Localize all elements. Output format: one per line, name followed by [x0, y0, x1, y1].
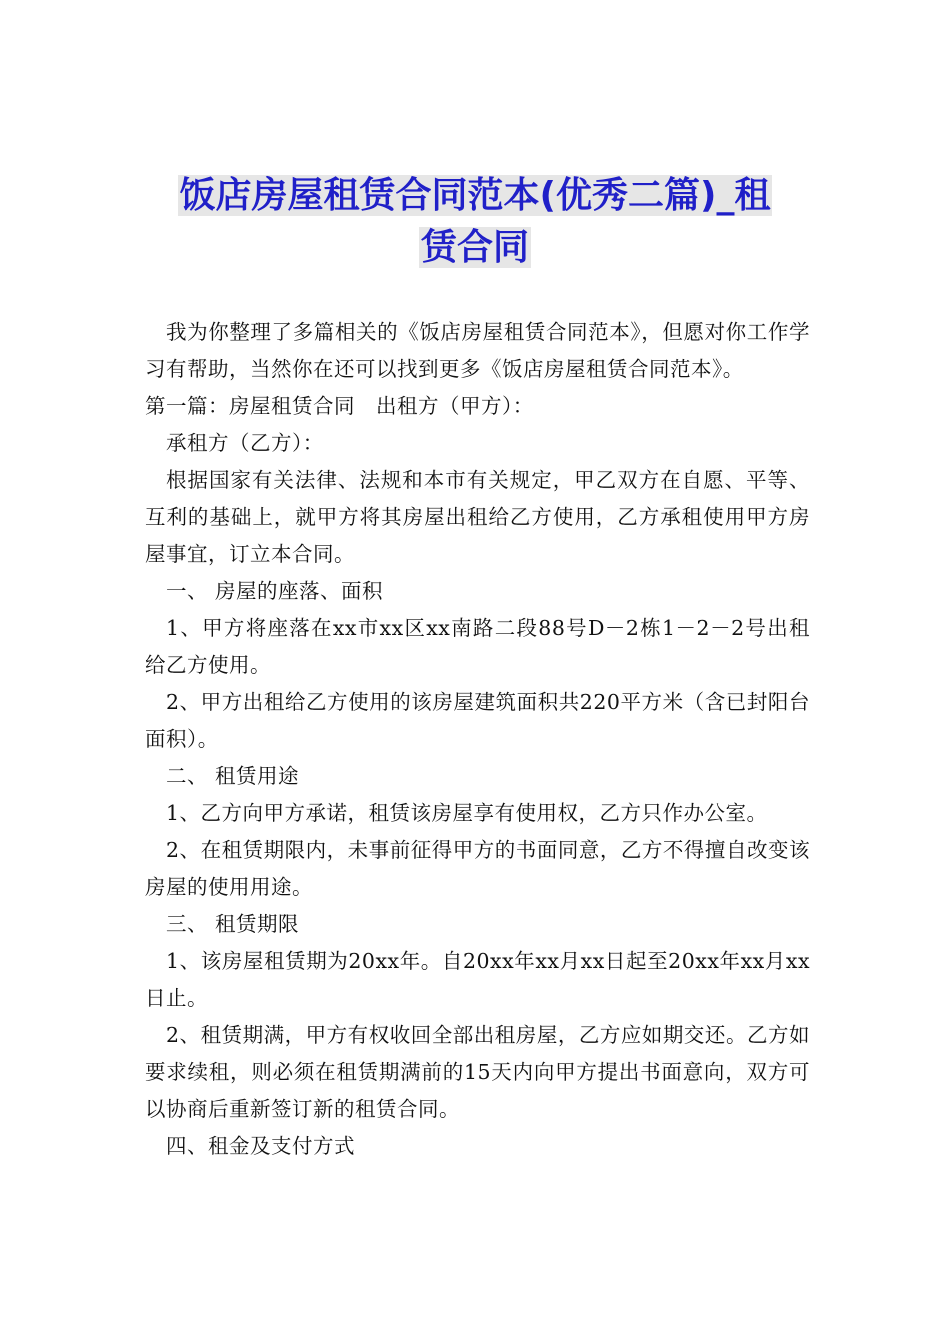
- document-title: [130, 170, 820, 274]
- intro-paragraph: 我为你整理了多篇相关的《饭店房屋租赁合同范本》，但愿对你工作学习有帮助，当然你在还可以找到更多《饭店房屋租赁合同范本》。: [145, 320, 810, 381]
- clause-3-item-2: 2、租赁期满，甲方有权收回全部出租房屋，乙方应如期交还。乙方如要求续租，则必须在租赁期满前的15天内向甲方提出书面意向，双方可以协商后重新签订新的租赁合同。: [145, 1023, 810, 1121]
- clause-3-item-1: 1、该房屋租赁期为20xx年。自20xx年xx月xx日起至20xx年xx月xx日止。: [145, 949, 810, 1010]
- lessee-line: 承租方（乙方）：: [166, 431, 324, 455]
- clause-2-item-2: 2、在租赁期限内，未事前征得甲方的书面同意，乙方不得擅自改变该房屋的使用用途。: [145, 838, 810, 899]
- clause-heading-3: 三、 租赁期限: [166, 912, 300, 936]
- title-line-1: 饭店房屋租赁合同范本(优秀二篇)_租: [179, 175, 771, 216]
- clause-heading-2: 二、 租赁用途: [166, 764, 300, 788]
- clause-2-item-1: 1、乙方向甲方承诺，租赁该房屋享有使用权，乙方只作办公室。: [166, 801, 768, 825]
- preamble-paragraph: 根据国家有关法律、法规和本市有关规定，甲乙双方在自愿、平等、互利的基础上，就甲方将其房屋出租给乙方使用，乙方承租使用甲方房屋事宜，订立本合同。: [145, 468, 810, 566]
- title-line-2: 赁合同: [420, 227, 529, 268]
- clause-heading-4: 四、租金及支付方式: [166, 1134, 355, 1158]
- clause-1-item-2: 2、甲方出租给乙方使用的该房屋建筑面积共220平方米（含已封阳台面积）。: [145, 690, 810, 751]
- clause-1-item-1: 1、甲方将座落在xx市xx区xx南路二段88号D－2栋1－2－2号出租给乙方使用。: [145, 616, 810, 677]
- clause-heading-1: 一、 房屋的座落、面积: [166, 579, 384, 603]
- document-body: [145, 314, 810, 1165]
- section-heading-part-one: 第一篇：房屋租赁合同 出租方（甲方）：: [145, 394, 534, 418]
